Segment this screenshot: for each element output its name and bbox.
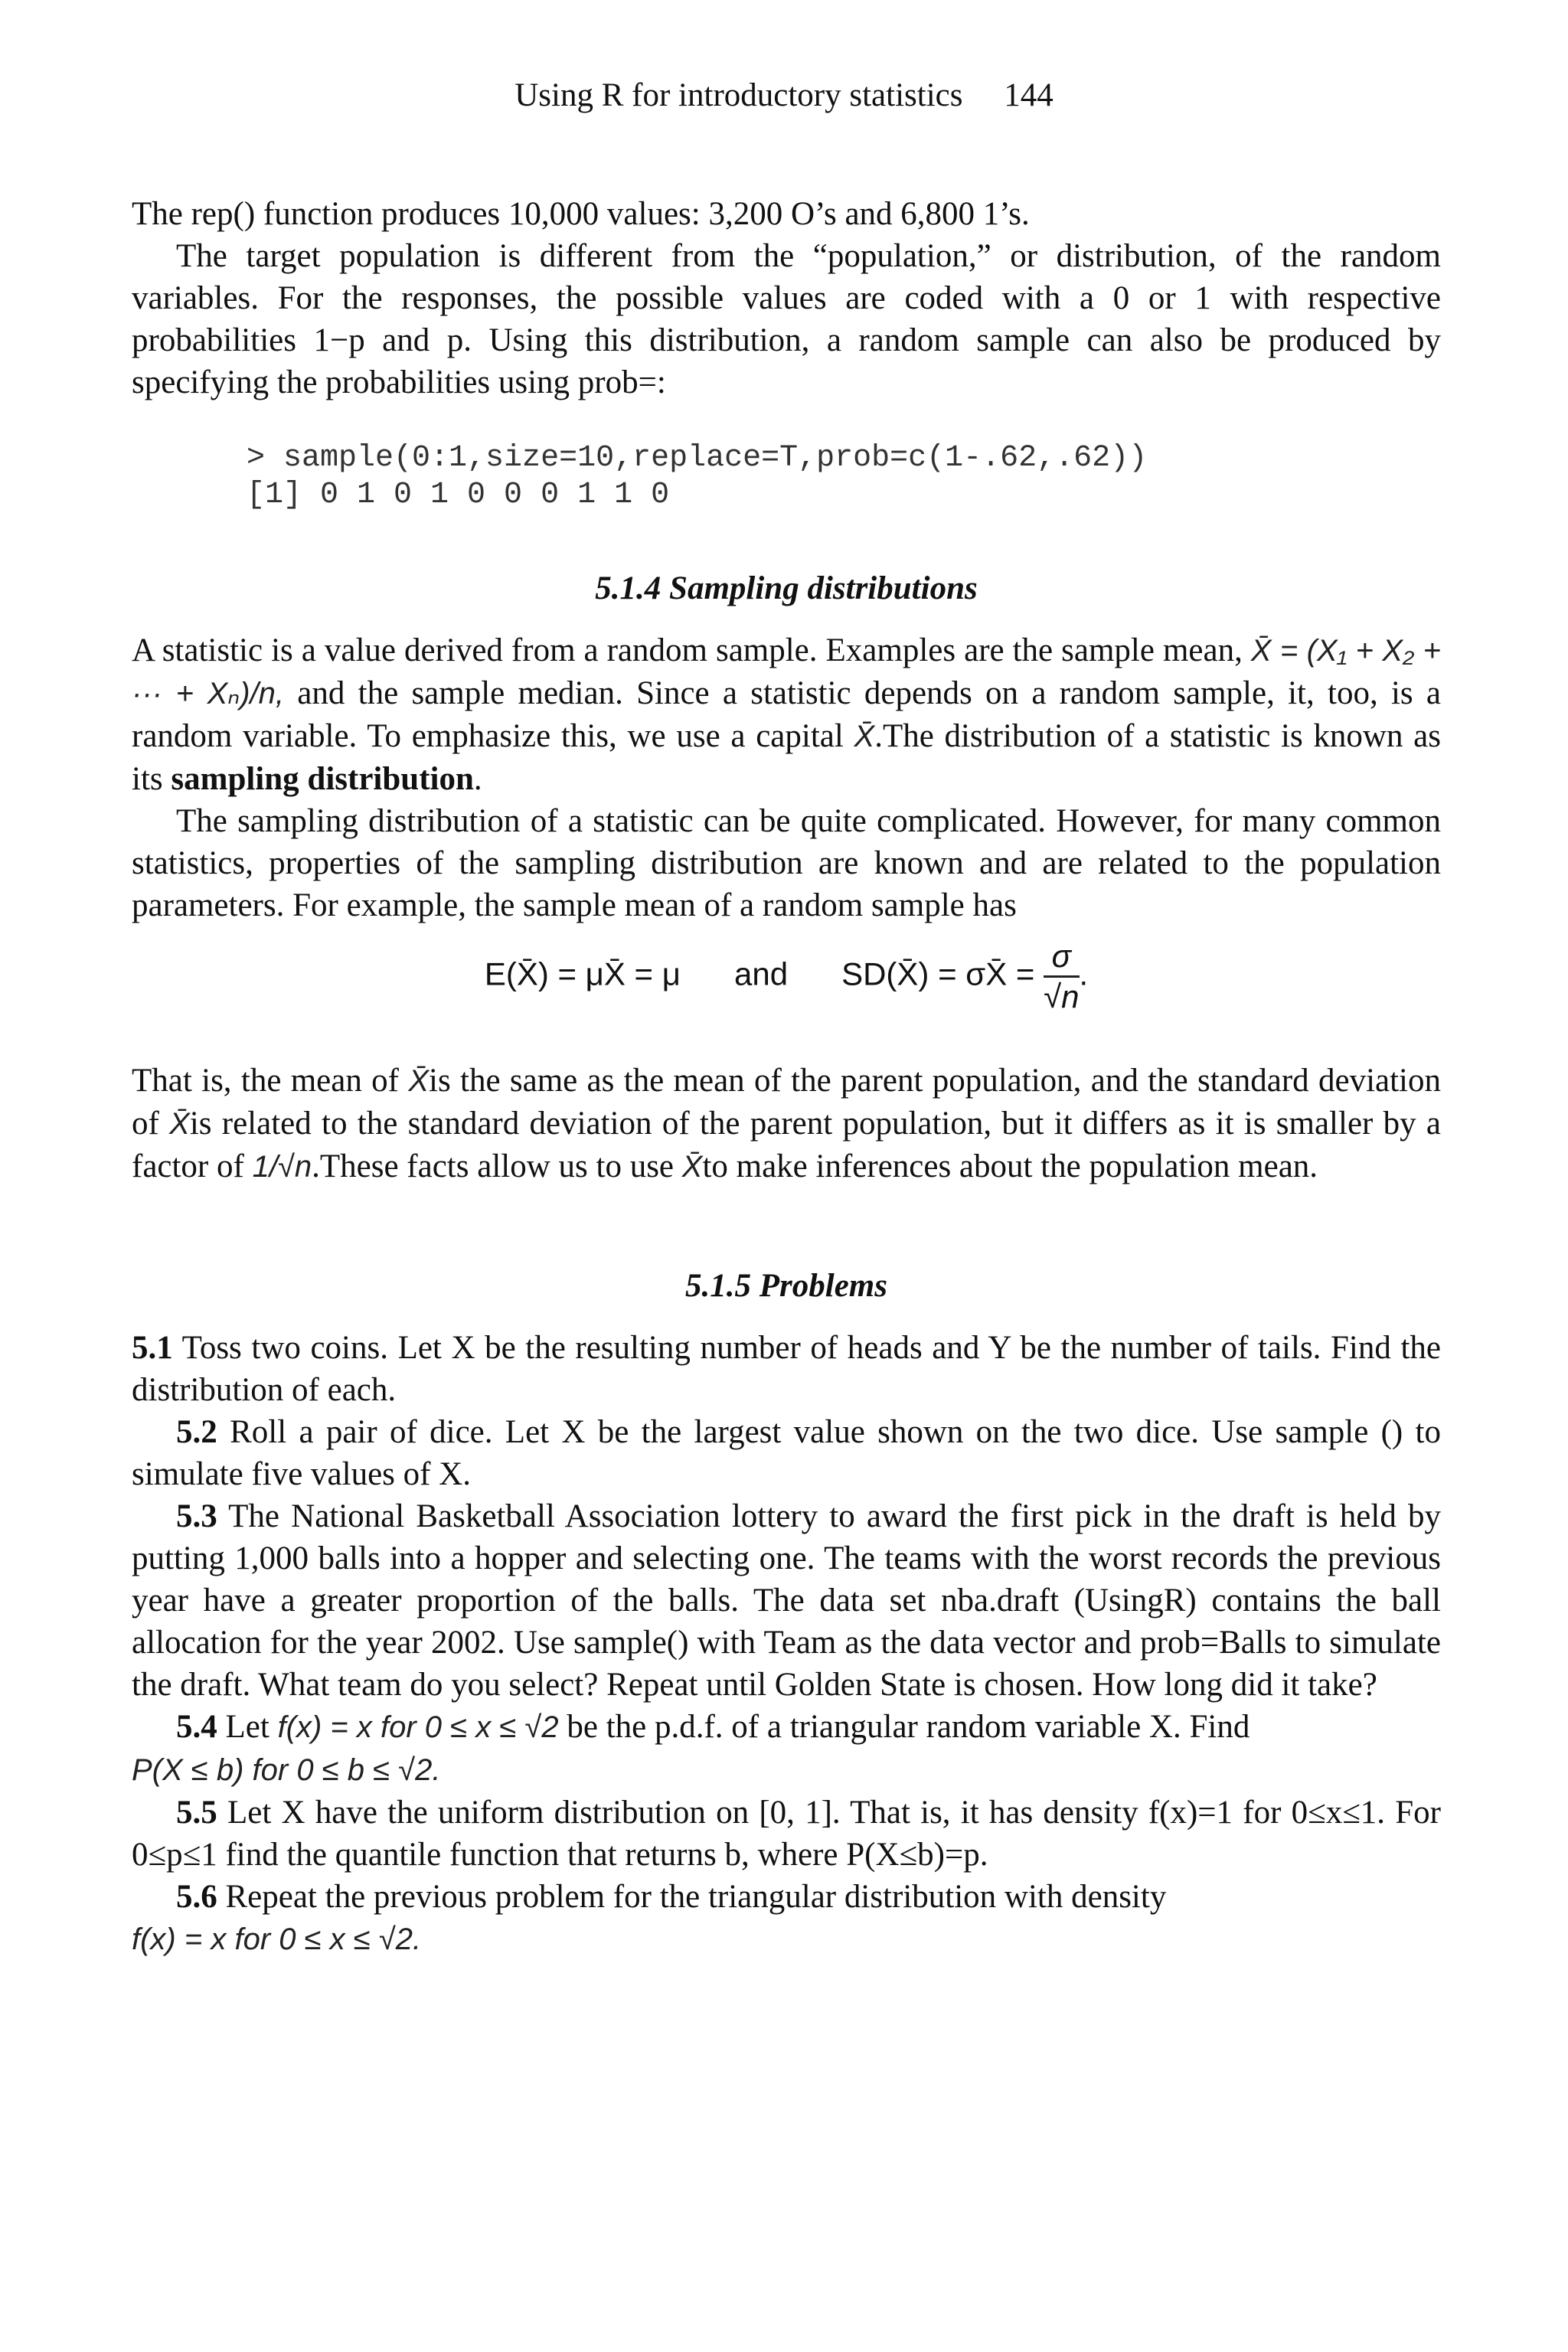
problem-number: 5.1 — [132, 1330, 173, 1366]
symbol-xbar-2: X̄ — [408, 1064, 430, 1098]
problem-5-4 — [132, 1706, 1441, 1792]
problem-text: The National Basketball Association lottery to award the first pick in the draft is held by putting 1,000 balls into a hopper and selecting one. The teams with the worst records the previous year have a greater proportion of the balls. The data set nba.draft (UsingR) contains the ball allocation for the year 2002. Use sample() with Team as the data vector and prob=Balls to simulate the draft. What team do you select? Repeat until Golden State is chosen. How long did it take? — [132, 1498, 1441, 1703]
formula-triangular-density-2: f(x) = x for 0 ≤ x ≤ √2. — [132, 1922, 422, 1956]
paragraph-target-population: The target population is different from the “population,” or distribution, of the random variables. For the responses, the possible values are coded with a 0 or 1 with respective probabilities 1−p and p. Using this distribution, a random sample can also be produced by specifying the probabilities using prob=: — [132, 238, 1441, 400]
problem-let: Let — [225, 1709, 270, 1745]
paragraph-rep: The rep() function produces 10,000 values: 3,200 O’s and 6,800 1’s. — [132, 196, 1030, 232]
problem-5-5 — [132, 1792, 1441, 1876]
equation-sd: SD(X̄) = σX̄ = — [841, 956, 1035, 992]
fraction-numerator: σ — [1044, 937, 1079, 978]
section-heading-sampling-distributions: 5.1.4 Sampling distributions — [595, 570, 978, 606]
text-sample-median: and the sample median. Since a statistic depends on a random sample, it, too, is a random variable. To emphasize this, we use a capital — [132, 675, 1442, 754]
paragraph-sampling-complicated: The sampling distribution of a statistic can be quite complicated. However, for many common statistics, properties of the sampling distribution are known and are related to the population parameters. For example, the sample mean of a random sample has — [132, 803, 1441, 923]
problem-5-3 — [132, 1495, 1441, 1706]
problem-number: 5.5 — [176, 1795, 217, 1831]
equation-and: and — [733, 956, 789, 992]
text-same-as-mean: is the same as the mean of the parent population, and the standard deviation of — [132, 1063, 1442, 1142]
formula-triangular-density: f(x) = x for 0 ≤ x ≤ √2 — [277, 1710, 559, 1744]
formula-sample-mean: X̄ = (X₁ + X₂ + ··· + Xₙ)/n, — [132, 634, 1442, 710]
paragraph-statistic-definition — [132, 629, 1441, 800]
problem-5-1 — [132, 1327, 1441, 1411]
symbol-xbar-3: X̄ — [169, 1107, 190, 1141]
problem-number: 5.6 — [176, 1879, 217, 1915]
running-title: Using R for introductory statistics — [514, 77, 963, 113]
fraction-sigma-over-root-n — [1044, 937, 1079, 1016]
text-distribution-known: .The distribution of a statistic is known as its — [132, 718, 1441, 797]
problem-text: Roll a pair of dice. Let X be the largest value shown on the two dice. Use sample () to simulate five values of X. — [132, 1414, 1441, 1492]
problem-number: 5.3 — [176, 1498, 217, 1534]
text-make-inferences: to make inferences about the population mean. — [702, 1148, 1318, 1184]
formula-one-over-root-n: 1/√n — [252, 1150, 312, 1184]
code-line-output: [1] 0 1 0 1 0 0 0 1 1 0 — [247, 478, 670, 512]
problem-text: Repeat the previous problem for the triangular distribution with density — [225, 1879, 1167, 1915]
code-block — [247, 440, 1441, 514]
text-facts-allow: .These facts allow us to use — [312, 1148, 675, 1184]
page-body — [132, 193, 1441, 1961]
text-period: . — [473, 761, 482, 797]
paragraph-mean-of-xbar — [132, 1060, 1441, 1188]
page-number: 144 — [1004, 77, 1054, 113]
problem-5-2 — [132, 1411, 1441, 1495]
symbol-xbar: X̄ — [854, 720, 875, 753]
equation-mean-sd: E(X̄) = μX̄ = μ and SD(X̄) = σX̄ = $\frac{\sigma}{√n}$ . — [484, 938, 1089, 1014]
page-header — [0, 75, 1568, 116]
problem-5-6 — [132, 1876, 1441, 1961]
problem-number: 5.4 — [176, 1709, 217, 1745]
section-heading-problems: 5.1.5 Problems — [685, 1268, 887, 1304]
fraction-denominator: √n — [1044, 978, 1080, 1014]
problem-text: be the p.d.f. of a triangular random variable X. Find — [567, 1709, 1250, 1745]
text-statistic-intro: A statistic is a value derived from a random sample. Examples are the sample mean, — [132, 632, 1243, 668]
problem-text: Toss two coins. Let X be the resulting number of heads and Y be the number of tails. Find the distribution of each. — [132, 1330, 1441, 1408]
symbol-xbar-4: X̄ — [681, 1150, 703, 1184]
text-related-to-sd: is related to the standard deviation of the parent population, but it differs as it is smaller by a factor of — [132, 1106, 1442, 1184]
problem-text: Let X have the uniform distribution on [0, 1]. That is, it has density f(x)=1 for 0≤x≤1. For 0≤p≤1 find the quantile function that returns b, where P(X≤b)=p. — [132, 1795, 1442, 1873]
term-sampling-distribution: sampling distribution — [171, 761, 474, 797]
formula-cdf: P(X ≤ b) for 0 ≤ b ≤ √2. — [132, 1753, 441, 1787]
equation-expectation: E(X̄) = μX̄ = μ — [484, 956, 681, 992]
problem-number: 5.2 — [176, 1414, 217, 1450]
text-mean-of: That is, the mean of — [132, 1063, 399, 1099]
code-line-command: > sample(0:1,size=10,replace=T,prob=c(1-.62,.62)) — [247, 441, 1148, 475]
